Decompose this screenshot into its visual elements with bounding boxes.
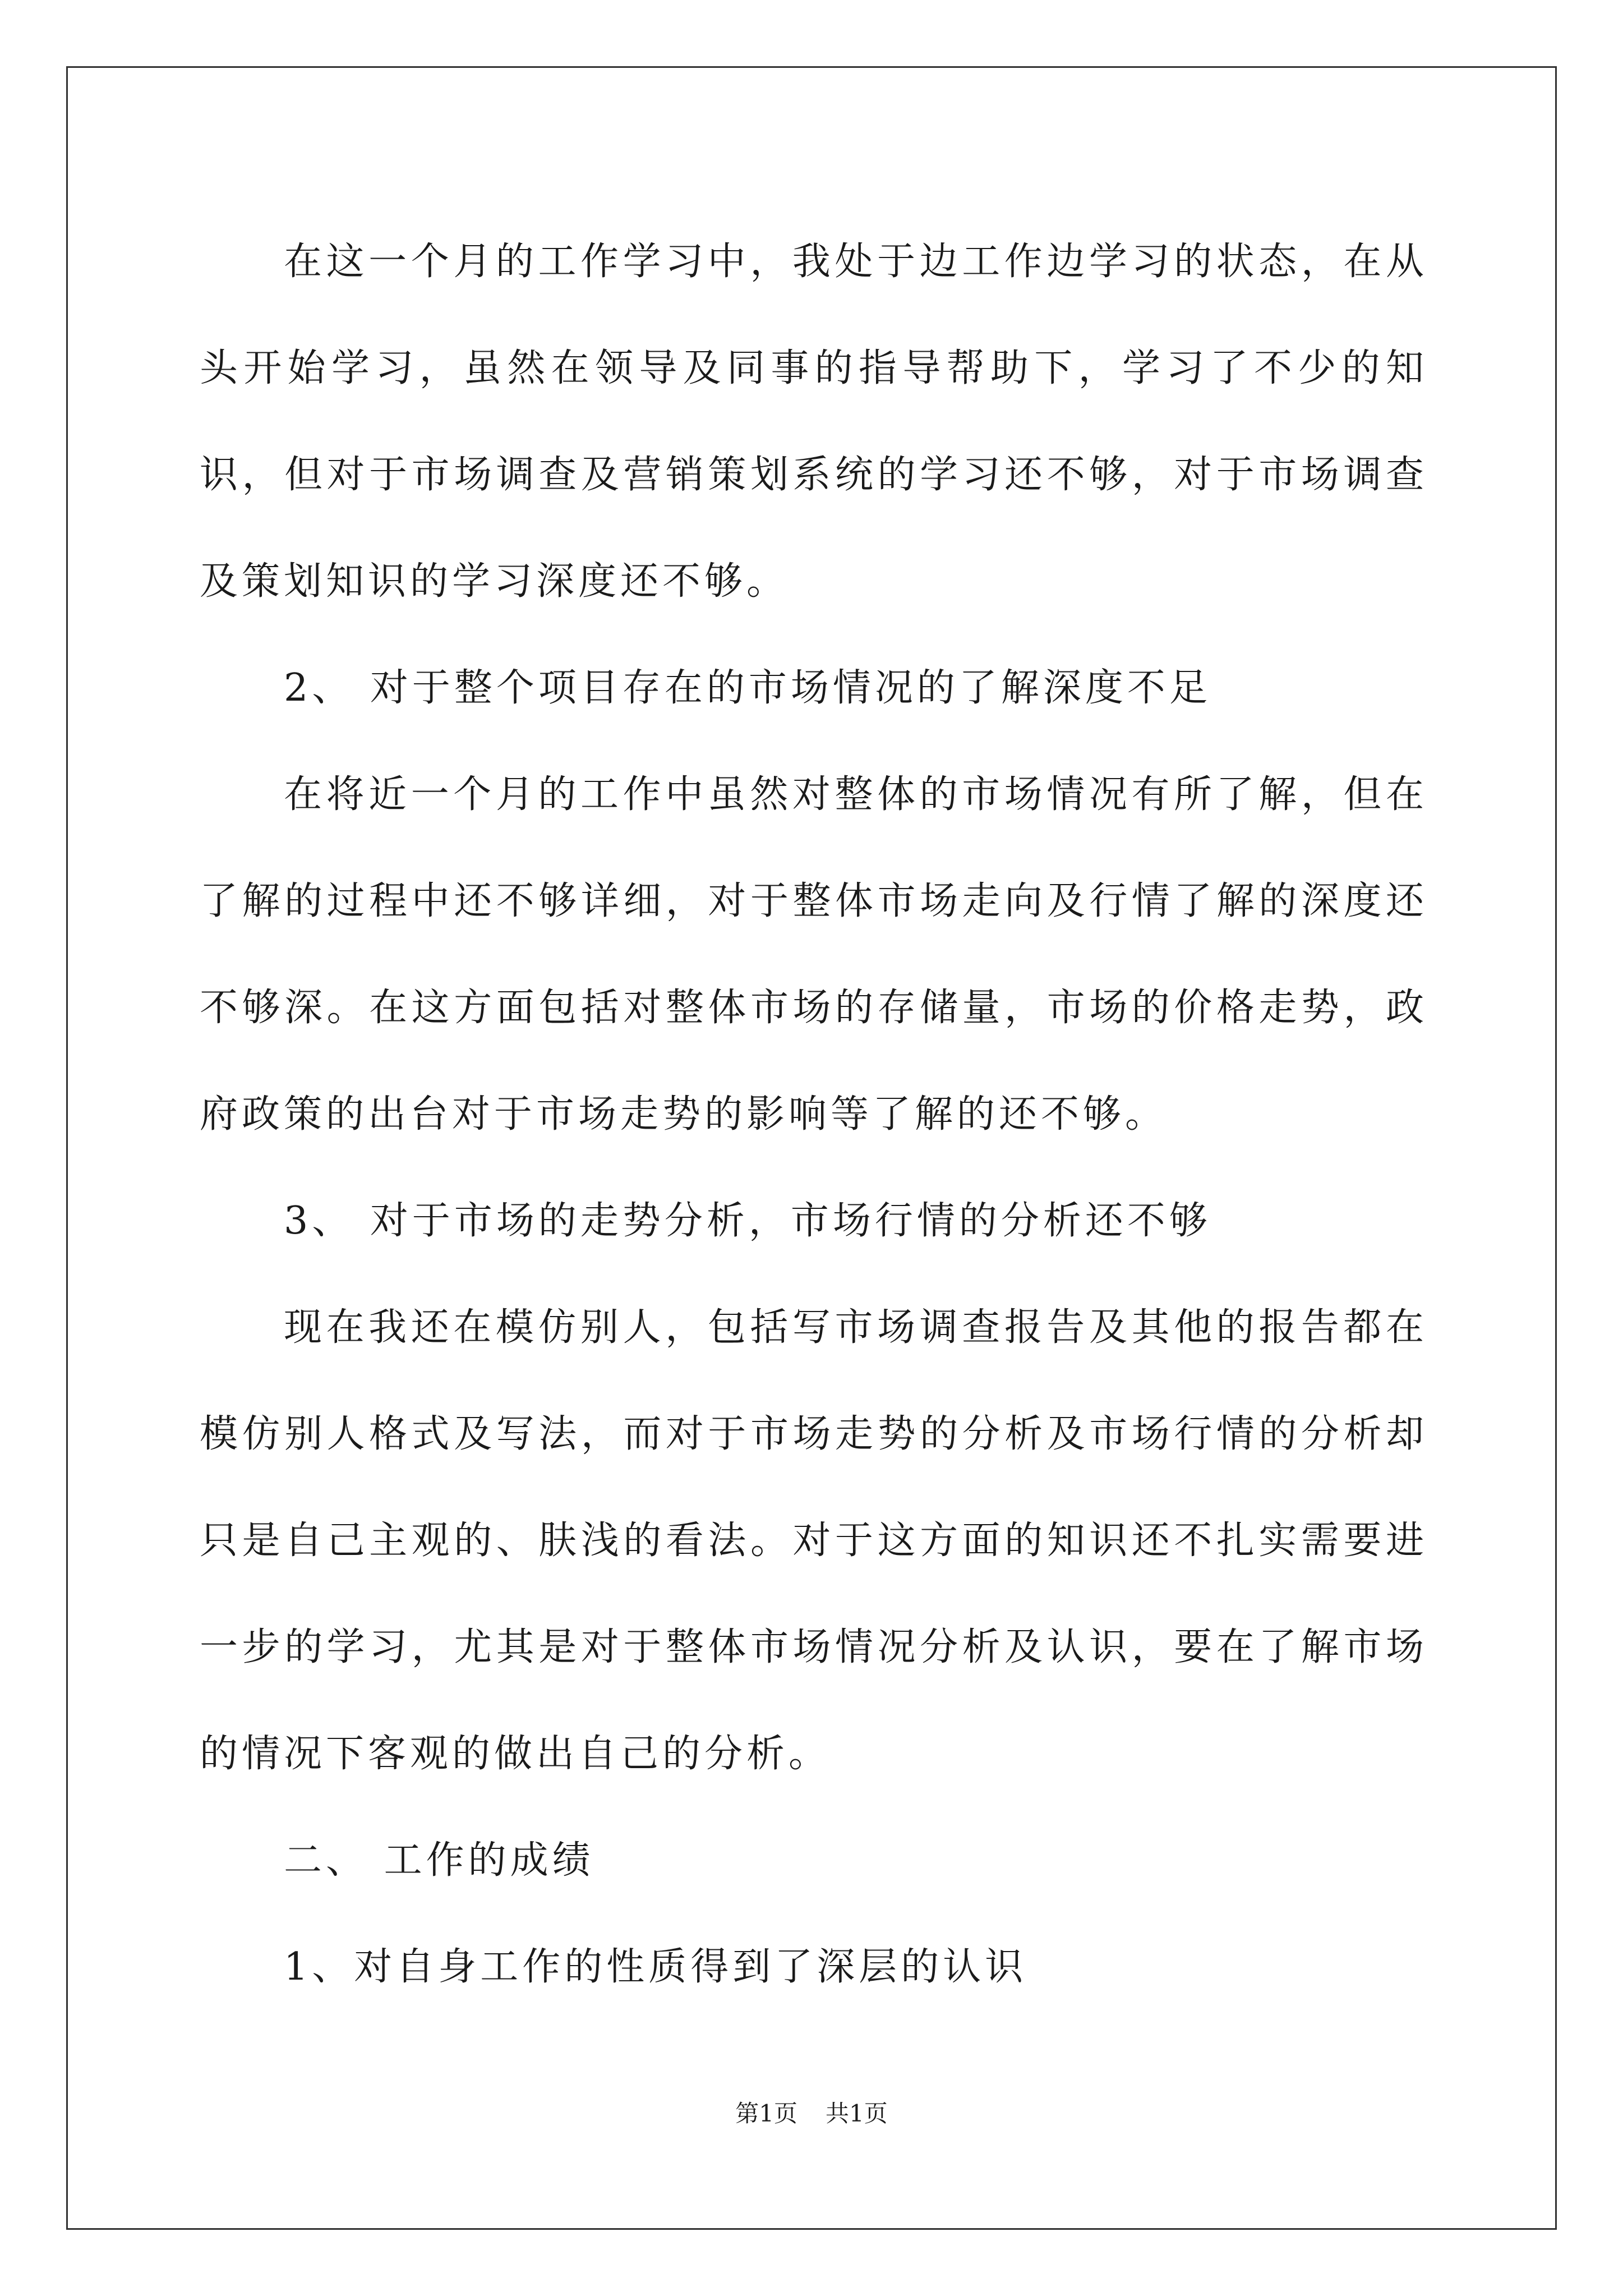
paragraph: 在将近一个月的工作中虽然对整体的市场情况有所了解，但在了解的过程中还不够详细，对于整体市场走向及行情了解的深度还不够深。在这方面包括对整体市场的存储量，市场的价格走势，政府政策的出台对于市场走势的影响等了解的还不够。 — [200, 772, 1428, 1137]
section-heading: 二、 工作的成绩 — [284, 1838, 594, 1883]
paragraph: 现在我还在模仿别人，包括写市场调查报告及其他的报告都在模仿别人格式及写法，而对于市场走势的分析及市场行情的分析却只是自己主观的、肤浅的看法。对于这方面的知识还不扎实需要进一步的学习，尤其是对于整体市场情况分析及认识，要在了解市场的情况下客观的做出自己的分析。 — [200, 1305, 1428, 1776]
section-heading: 2、 对于整个项目存在的市场情况的了解深度不足 — [284, 666, 1211, 710]
section-heading: 3、 对于市场的走势分析，市场行情的分析还不够 — [284, 1199, 1211, 1243]
document-body — [200, 209, 1428, 2021]
page-number: 第1页 — [735, 2100, 797, 2127]
page-total: 共1页 — [826, 2100, 888, 2127]
section-heading: 1、对自身工作的性质得到了深层的认识 — [284, 1945, 1027, 1989]
page-footer — [0, 2097, 1623, 2131]
paragraph: 在这一个月的工作学习中，我处于边工作边学习的状态，在从头开始学习，虽然在领导及同事的指导帮助下，学习了不少的知识，但对于市场调查及营销策划系统的学习还不够，对于市场调查及策划知识的学习深度还不够。 — [200, 240, 1428, 604]
